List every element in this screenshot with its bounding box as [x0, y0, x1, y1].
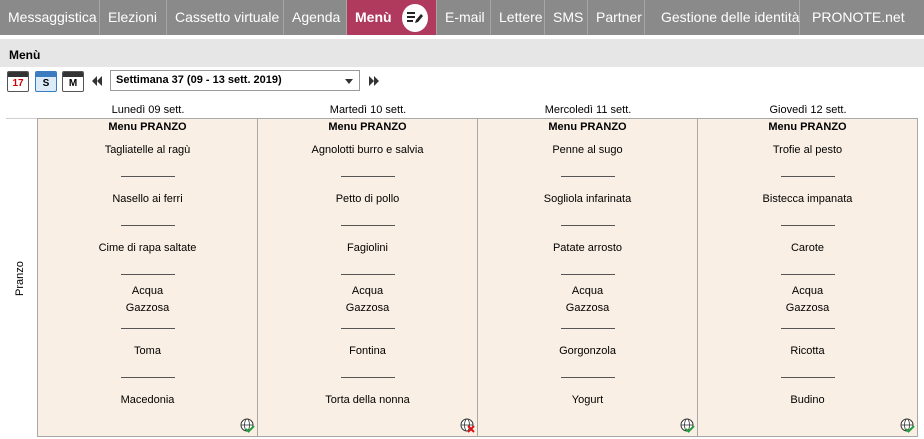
- menu-title: Menu PRANZO: [328, 121, 407, 133]
- dish: Gazzosa: [785, 302, 830, 314]
- separator: [561, 377, 615, 378]
- separator: [341, 225, 395, 226]
- previous-week-icon[interactable]: [90, 74, 104, 88]
- separator: [341, 328, 395, 329]
- tab-label: Partner: [596, 9, 642, 25]
- day-header: Martedì 10 sett.: [329, 104, 407, 116]
- dish: Sogliola infarinata: [543, 193, 632, 205]
- dish: Nasello ai ferri: [112, 193, 183, 205]
- tab-menu[interactable]: [347, 0, 437, 35]
- tab-email[interactable]: [437, 0, 491, 35]
- dish: Agnolotti burro e salvia: [311, 144, 424, 156]
- week-select[interactable]: [110, 70, 360, 91]
- separator: [561, 225, 615, 226]
- tab-messaggistica[interactable]: [0, 0, 100, 35]
- toolbar: [0, 67, 924, 97]
- row-divider: [6, 118, 38, 119]
- separator: [561, 176, 615, 177]
- section-header: [0, 35, 924, 67]
- tab-gestione-identita[interactable]: [645, 0, 800, 35]
- tab-label: Agenda: [292, 9, 341, 25]
- day-header: Lunedì 09 sett.: [111, 104, 185, 116]
- tab-cassetto-virtuale[interactable]: [167, 0, 284, 35]
- dish: Fagiolini: [347, 242, 388, 254]
- dish: Budino: [790, 394, 825, 406]
- page-title: Menù: [9, 48, 41, 62]
- chevron-down-icon: [345, 79, 353, 84]
- dish: Ricotta: [790, 345, 825, 357]
- tab-sms[interactable]: [545, 0, 588, 35]
- next-week-icon[interactable]: [367, 74, 381, 88]
- dish: Carote: [790, 242, 825, 254]
- dish: Acqua: [131, 285, 164, 297]
- separator: [781, 274, 835, 275]
- separator: [121, 328, 175, 329]
- calendar-day-button[interactable]: [7, 71, 29, 92]
- row-label: Pranzo: [14, 261, 26, 296]
- separator: [121, 377, 175, 378]
- calendar-week-button[interactable]: [35, 71, 57, 92]
- dish: Torta della nonna: [325, 394, 410, 406]
- calendar-day-label: 17: [12, 78, 24, 89]
- tab-label: Menù: [355, 9, 392, 25]
- day-column: [697, 118, 918, 437]
- tab-label: Elezioni: [108, 9, 158, 25]
- tab-agenda[interactable]: [284, 0, 347, 35]
- edit-menu-icon[interactable]: [402, 4, 428, 32]
- globe-cross-icon[interactable]: [460, 418, 475, 433]
- dish: Gorgonzola: [559, 345, 616, 357]
- top-nav: [0, 0, 924, 35]
- dish: Acqua: [351, 285, 384, 297]
- calendar-month-button[interactable]: [62, 71, 84, 92]
- globe-check-icon[interactable]: [900, 418, 915, 433]
- day-column: [257, 118, 478, 437]
- tab-elezioni[interactable]: [100, 0, 167, 35]
- dish: Gazzosa: [345, 302, 390, 314]
- tab-label: Cassetto virtuale: [175, 9, 280, 25]
- day-header: Mercoledì 11 sett.: [544, 104, 632, 116]
- dish: Gazzosa: [565, 302, 610, 314]
- globe-check-icon[interactable]: [680, 418, 695, 433]
- dish: Acqua: [791, 285, 824, 297]
- separator: [781, 377, 835, 378]
- separator: [561, 274, 615, 275]
- menu-title: Menu PRANZO: [768, 121, 847, 133]
- dish: Macedonia: [120, 394, 175, 406]
- separator: [121, 274, 175, 275]
- separator: [341, 176, 395, 177]
- calendar-month-label: M: [68, 78, 78, 89]
- menu-title: Menu PRANZO: [548, 121, 627, 133]
- dish: Gazzosa: [125, 302, 170, 314]
- calendar-week-label: S: [42, 78, 50, 89]
- day-column: [477, 118, 698, 437]
- separator: [341, 274, 395, 275]
- tab-label: Messaggistica: [8, 9, 97, 25]
- dish: Penne al sugo: [552, 144, 623, 156]
- day-column: [37, 118, 258, 437]
- dish: Patate arrosto: [552, 242, 623, 254]
- tab-label: E-mail: [445, 9, 485, 25]
- menu-title: Menu PRANZO: [108, 121, 187, 133]
- tab-pronote-net[interactable]: [800, 0, 924, 35]
- separator: [561, 328, 615, 329]
- dish: Bistecca impanata: [762, 193, 853, 205]
- dish: Tagliatelle al ragù: [104, 144, 191, 156]
- globe-check-icon[interactable]: [240, 418, 255, 433]
- separator: [341, 377, 395, 378]
- tab-label: Lettere: [499, 9, 543, 25]
- tab-label: Gestione delle identità: [661, 9, 800, 25]
- separator: [781, 328, 835, 329]
- separator: [781, 225, 835, 226]
- day-header: Giovedì 12 sett.: [769, 104, 847, 116]
- week-select-value: Settimana 37 (09 - 13 sett. 2019): [116, 74, 282, 86]
- tab-lettere[interactable]: [491, 0, 545, 35]
- dish: Acqua: [571, 285, 604, 297]
- dish: Fontina: [349, 345, 386, 357]
- tab-label: SMS: [553, 9, 584, 25]
- separator: [781, 176, 835, 177]
- dish: Cime di rapa saltate: [98, 242, 197, 254]
- tab-label: PRONOTE.net: [812, 9, 905, 25]
- tab-partner[interactable]: [588, 0, 645, 35]
- separator: [121, 225, 175, 226]
- separator: [121, 176, 175, 177]
- dish: Yogurt: [571, 394, 604, 406]
- dish: Trofie al pesto: [772, 144, 843, 156]
- dish: Petto di pollo: [335, 193, 400, 205]
- dish: Toma: [134, 345, 161, 357]
